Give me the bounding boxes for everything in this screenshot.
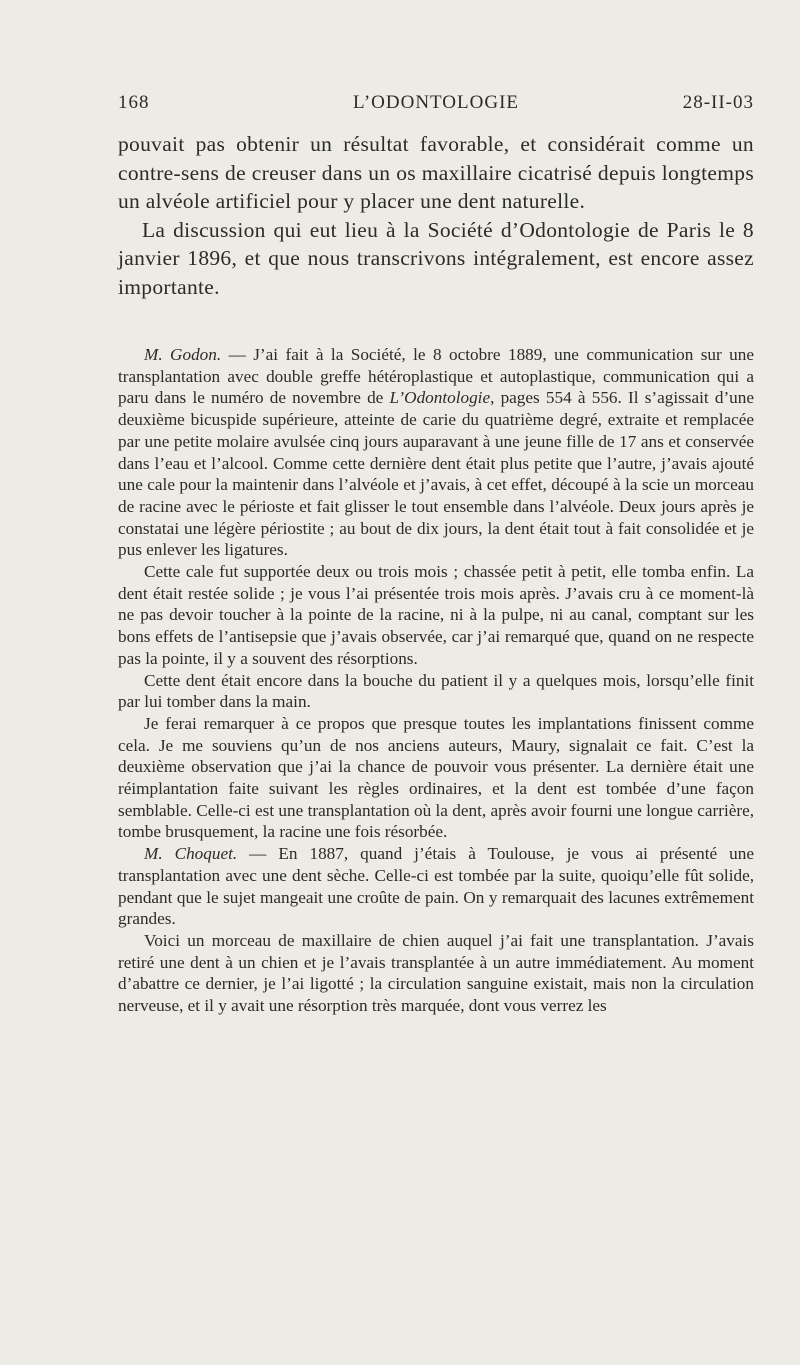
journal-reference: L’Odontologie — [389, 388, 491, 408]
paragraph-cale: Cette cale fut supportée deux ou trois mois ; chassée petit à petit, elle tomba enfin. La dent était restée solide ; je vous l’ai présentée trois mois après. J’avais cru à ce moment-là ne pas devoir toucher à la pointe de la racine, ni à la pulpe, ni au canal, comptant sur les bons effets de l’antisepsie que j’avais observée, car j’ai remarqué que, quand on ne respecte pas la pointe, il y a souvent des résorptions. — [118, 562, 754, 668]
speaker-godon: M. Godon. — [144, 345, 222, 364]
lead-paragraph-2: La discussion qui eut lieu à la Société d’Odontologie de Paris le 8 janvier 1896, et que nous transcrivons intégralement, est encore assez importante. — [118, 217, 754, 299]
paragraph-chien: Voici un morceau de maxillaire de chien auquel j’ai fait une transplantation. J’avais retiré une dent à un chien et je l’avais transplantée à un autre immédiatement. Au moment d’abattre ce dernier, je l’ai ligotté ; la circulation sanguine existait, mais non la circulation nerveuse, et il y avait une résorption très marquée, dont vous verrez les — [118, 930, 754, 1016]
speaker-choquet: M. Choquet. — [144, 844, 238, 864]
lead-text — [118, 130, 754, 301]
choquet-paragraph — [118, 843, 754, 930]
lead-paragraph-1: pouvait pas obtenir un résultat favorable, et considérait comme un contre-sens de creuser dans un os maxillaire cicatrisé depuis longtemps un alvéole artificiel pour y placer une dent naturelle. — [118, 132, 754, 213]
issue-date: 28-II-03 — [682, 92, 754, 113]
godon-paragraph — [118, 344, 754, 561]
godon-text-a: — J’ai fait à la Société, le 8 octobre 1889, une communication sur une transplantation avec double greffe hétéroplastique et autoplastique, communication qui a paru dans le numéro de novembre de — [118, 345, 755, 408]
discussion-text — [118, 344, 754, 1017]
running-header — [118, 92, 754, 118]
godon-text-b: , pages 554 à 556. Il s’agissait d’une deuxième bicuspide supérieure, atteinte de carie du quatrième degré, extraite et remplacée par une petite molaire avulsée cinq jours auparavant à une jeune fille de 17 ans et conservée dans l’eau et l’alcool. Comme cette dernière dent était plus petite que l’autre, j’avais ajouté une cale pour la maintenir dans l’alvéole et j’avais, à cet effet, découpé à la scie un morceau de racine avec le périoste et fait glisser le tout ensemble dans l’alvéole. Deux jours après je constatai une légère périostite ; au bout de dix jours, la dent était tout à fait consolidée et je pus enlever les ligatures. — [118, 388, 754, 560]
paragraph-patient: Cette dent était encore dans la bouche du patient il y a quelques mois, lorsqu’elle finit par lui tomber dans la main. — [118, 670, 754, 712]
journal-title: L’ODONTOLOGIE — [352, 92, 520, 113]
paragraph-implantations: Je ferai remarquer à ce propos que presque toutes les implantations finissent comme cela. Je me souviens qu’un de nos anciens auteurs, Maury, signalait ce fait. C’est la deuxième observation que j’ai la chance de pouvoir vous présenter. La dernière était une réimplantation faite suivant les règles ordinaires, et la dent est tombée d’une façon semblable. Celle-ci est une transplantation où la dent, après avoir fourni une longue carrière, tombe brusquement, la racine une fois résorbée. — [118, 713, 754, 842]
page-number: 168 — [118, 92, 150, 113]
choquet-text: — En 1887, quand j’étais à Toulouse, je vous ai présenté une transplantation avec une dent sèche. Celle-ci est tombée par la suite, quoiqu’elle fût solide, pendant que le sujet mangeait une croûte de pain. On y remarquait des lacunes extrêmement grandes. — [118, 844, 755, 929]
